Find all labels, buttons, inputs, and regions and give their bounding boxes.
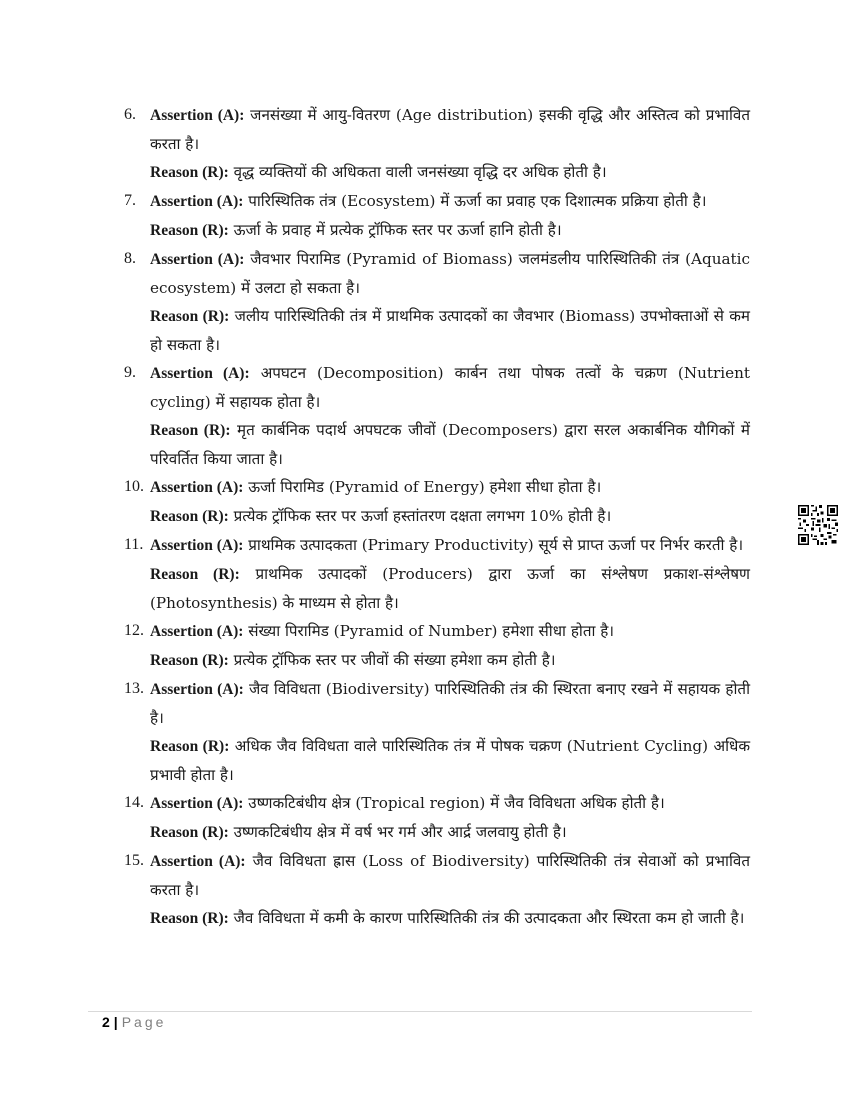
- assertion-text: ऊर्जा पिरामिड (Pyramid of Energy) हमेशा सीधा होता है।: [248, 478, 602, 496]
- reason-label: Reason (R):: [150, 308, 230, 325]
- reason: [150, 302, 750, 359]
- reason-label: Reason (R):: [150, 566, 240, 583]
- assertion-text: जैव विविधता (Biodiversity) पारिस्थितिकी तंत्र की स्थिरता बनाए रखने में सहायक होती है।: [150, 680, 750, 727]
- reason-text: उष्णकटिबंधीय क्षेत्र में वर्ष भर गर्म और आर्द्र जलवायु होती है।: [233, 823, 567, 841]
- assertion: [150, 847, 750, 904]
- question-number: 15.: [124, 852, 144, 869]
- page-footer: [102, 1014, 166, 1030]
- assertion-label: Assertion (A):: [150, 193, 244, 210]
- assertion-label: Assertion (A):: [150, 623, 244, 640]
- reason-label: Reason (R):: [150, 910, 229, 927]
- reason-text: ऊर्जा के प्रवाह में प्रत्येक ट्रॉफिक स्तर पर ऊर्जा हानि होती है।: [233, 221, 562, 239]
- reason-text: जलीय पारिस्थितिकी तंत्र में प्राथमिक उत्पादकों का जैवभार (Biomass) उपभोक्ताओं से कम हो सकता है।: [150, 307, 751, 354]
- reason-label: Reason (R):: [150, 738, 230, 755]
- question-number: 12.: [124, 622, 144, 639]
- reason-label: Reason (R):: [150, 824, 229, 841]
- assertion-label: Assertion (A):: [150, 251, 245, 268]
- question-13: [124, 675, 750, 789]
- assertion-label: Assertion (A):: [150, 365, 250, 382]
- assertion-label: Assertion (A):: [150, 853, 246, 870]
- question-number: 8.: [124, 250, 136, 267]
- question-15: [124, 847, 750, 933]
- reason: [150, 158, 750, 187]
- reason: [150, 216, 750, 245]
- question-9: [124, 359, 750, 473]
- assertion-label: Assertion (A):: [150, 795, 244, 812]
- assertion-text: जनसंख्या में आयु-वितरण (Age distribution) इसकी वृद्धि और अस्तित्व को प्रभावित करता है।: [150, 106, 750, 153]
- question-11: [124, 531, 750, 617]
- assertion-label: Assertion (A):: [150, 681, 244, 698]
- reason-text: जैव विविधता में कमी के कारण पारिस्थितिकी तंत्र की उत्पादकता और स्थिरता कम हो जाती है।: [233, 909, 745, 927]
- assertion-label: Assertion (A):: [150, 537, 244, 554]
- question-12: [124, 617, 750, 675]
- question-6: [124, 101, 750, 187]
- reason: [150, 416, 750, 473]
- assertion: [150, 789, 750, 818]
- assertion: [150, 675, 750, 732]
- assertion-text: उष्णकटिबंधीय क्षेत्र (Tropical region) में जैव विविधता अधिक होती है।: [248, 794, 665, 812]
- assertion-text: पारिस्थितिक तंत्र (Ecosystem) में ऊर्जा का प्रवाह एक दिशात्मक प्रक्रिया होती है।: [248, 192, 707, 210]
- assertion: [150, 359, 750, 416]
- reason: [150, 904, 750, 933]
- assertion-text: संख्या पिरामिड (Pyramid of Number) हमेशा सीधा होता है।: [248, 622, 615, 640]
- assertion: [150, 531, 750, 560]
- question-number: 9.: [124, 364, 136, 381]
- assertion: [150, 187, 750, 216]
- reason-label: Reason (R):: [150, 508, 229, 525]
- footer-separator: |: [113, 1014, 118, 1030]
- reason-text: अधिक जैव विविधता वाले पारिस्थितिक तंत्र में पोषक चक्रण (Nutrient Cycling) अधिक प्रभावी होता है।: [150, 737, 751, 784]
- question-number: 14.: [124, 794, 144, 811]
- question-number: 6.: [124, 106, 136, 123]
- question-number: 10.: [124, 478, 144, 495]
- reason-text: मृत कार्बनिक पदार्थ अपघटक जीवों (Decomposers) द्वारा सरल अकार्बनिक यौगिकों में परिवर्तित किया जाता है।: [150, 421, 751, 468]
- qr-code-icon: [798, 505, 838, 545]
- question-number: 13.: [124, 680, 144, 697]
- assertion-label: Assertion (A):: [150, 107, 245, 124]
- reason-text: प्राथमिक उत्पादकों (Producers) द्वारा ऊर्जा का संश्लेषण प्रकाश-संश्लेषण (Photosynthesis) के माध्यम से होता है।: [150, 565, 751, 612]
- assertion: [150, 473, 750, 502]
- reason-label: Reason (R):: [150, 222, 229, 239]
- assertion: [150, 101, 750, 158]
- reason: [150, 560, 750, 617]
- question-number: 7.: [124, 192, 136, 209]
- assertion-text: जैव विविधता ह्रास (Loss of Biodiversity) पारिस्थितिकी तंत्र सेवाओं को प्रभावित करता है।: [150, 852, 750, 899]
- assertion: [150, 617, 750, 646]
- assertion-text: अपघटन (Decomposition) कार्बन तथा पोषक तत्वों के चक्रण (Nutrient cycling) में सहायक होता है।: [150, 364, 750, 411]
- question-list: [124, 101, 750, 933]
- reason-label: Reason (R):: [150, 652, 229, 669]
- reason: [150, 818, 750, 847]
- assertion-text: प्राथमिक उत्पादकता (Primary Productivity) सूर्य से प्राप्त ऊर्जा पर निर्भर करती है।: [248, 536, 744, 554]
- reason-text: प्रत्येक ट्रॉफिक स्तर पर ऊर्जा हस्तांतरण दक्षता लगभग 10% होती है।: [233, 507, 612, 525]
- reason-label: Reason (R):: [150, 164, 229, 181]
- question-number: 11.: [124, 536, 144, 553]
- reason: [150, 732, 750, 789]
- assertion: [150, 245, 750, 302]
- reason-text: प्रत्येक ट्रॉफिक स्तर पर जीवों की संख्या हमेशा कम होती है।: [233, 651, 556, 669]
- reason: [150, 502, 750, 531]
- footer-divider: [88, 1011, 752, 1012]
- assertion-label: Assertion (A):: [150, 479, 244, 496]
- question-8: [124, 245, 750, 359]
- page-number: 2: [102, 1014, 110, 1030]
- page-label: Page: [121, 1014, 167, 1030]
- reason: [150, 646, 750, 675]
- assertion-text: जैवभार पिरामिड (Pyramid of Biomass) जलमंडलीय पारिस्थितिकी तंत्र (Aquatic ecosystem) में उलटा हो सकता है।: [150, 250, 750, 297]
- reason-text: वृद्ध व्यक्तियों की अधिकता वाली जनसंख्या वृद्धि दर अधिक होती है।: [233, 163, 607, 181]
- reason-label: Reason (R):: [150, 422, 231, 439]
- question-10: [124, 473, 750, 531]
- question-7: [124, 187, 750, 245]
- question-14: [124, 789, 750, 847]
